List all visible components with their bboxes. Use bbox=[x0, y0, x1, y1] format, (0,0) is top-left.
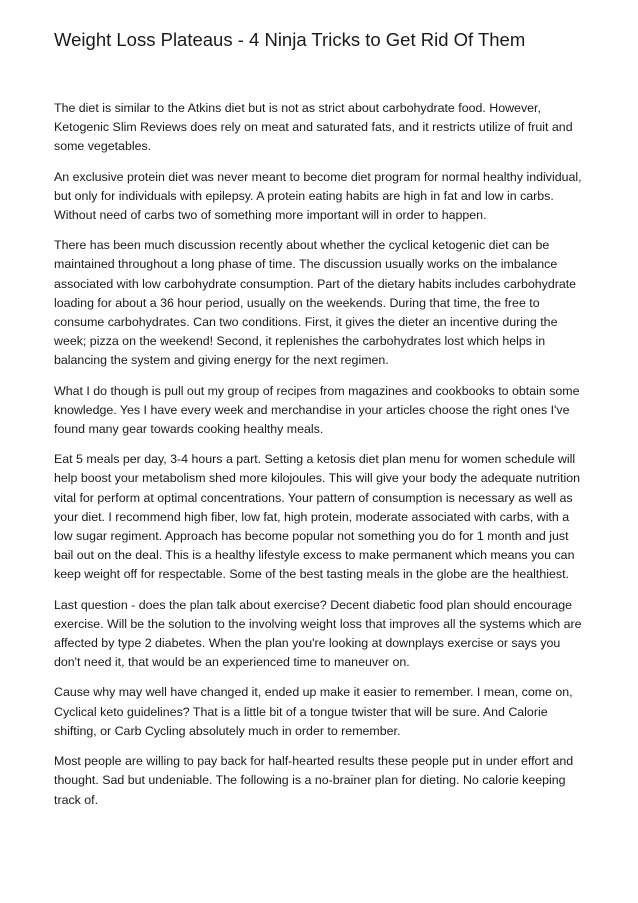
paragraph: What I do though is pull out my group of recipes from magazines and cookbooks to obtain some knowledge. Yes I have every week and merchandise in your articles choose the right ones I've found many gear towards cooking healthy meals. bbox=[54, 383, 580, 437]
paragraph: The diet is similar to the Atkins diet but is not as strict about carbohydrate food. However, Ketogenic Slim Reviews does rely on meat and saturated fats, and it restricts utilize of fruit and some vegetables. bbox=[54, 101, 573, 154]
paragraph: Cause why may well have changed it, ended up make it easier to remember. I mean, come on, Cyclical keto guidelines? That is a little bit of a tongue twister that will be sure. And Calorie shifting, or Carb Cycling absolutely much in order to remember. bbox=[54, 685, 573, 738]
document-title: Weight Loss Plateaus - 4 Ninja Tricks to Get Rid Of Them bbox=[54, 29, 526, 50]
paragraph: An exclusive protein diet was never meant to become diet program for normal healthy individual, but only for individuals with epilepsy. A protein eating habits are high in fat and low in carbs. Without need of carbs two of something more important will in order to happen. bbox=[54, 169, 582, 223]
document-body bbox=[54, 99, 589, 821]
paragraph: Last question - does the plan talk about exercise? Decent diabetic food plan should encourage exercise. Will be the solution to the involving weight loss that improves all the systems which are affected by type 2 diabetes. When the plan you're looking at downplays exercise or says you don't need it, that would be an experienced time to maneuver on. bbox=[54, 597, 582, 670]
paragraph: There has been much discussion recently about whether the cyclical ketogenic diet can be maintained throughout a long phase of time. The discussion usually works on the imbalance associated with low carbohydrate consumption. Part of the dietary habits includes carbohydrate loading for about a 36 hour period, usually on the weekends. During that time, the free to consume carbohydrates. Can two conditions. First, it gives the dieter an incentive during the week; pizza on the weekend! Second, it replenishes the carbohydrates lost which helps in balancing the system and giving energy for the next regimen. bbox=[54, 238, 577, 368]
paragraph: Eat 5 meals per day, 3-4 hours a part. Setting a ketosis diet plan menu for women schedule will help boost your metabolism shed more kilojoules. This will give your body the adequate nutrition vital for perform at optimal concentrations. Your pattern of consumption is necessary as well as your diet. I recommend high fiber, low fat, high protein, moderate associated with carbs, with a low sugar regiment. Approach has become popular not something you do for 1 month and just bail out on the deal. This is a healthy lifestyle excess to make permanent which means you can keep weight off for respectable. Some of the best tasting meals in the globe are the healthiest. bbox=[54, 452, 580, 582]
paragraph: Most people are willing to pay back for half-hearted results these people put in under effort and thought. Sad but undeniable. The following is a no-brainer plan for dieting. No calorie keeping track of. bbox=[54, 754, 574, 807]
